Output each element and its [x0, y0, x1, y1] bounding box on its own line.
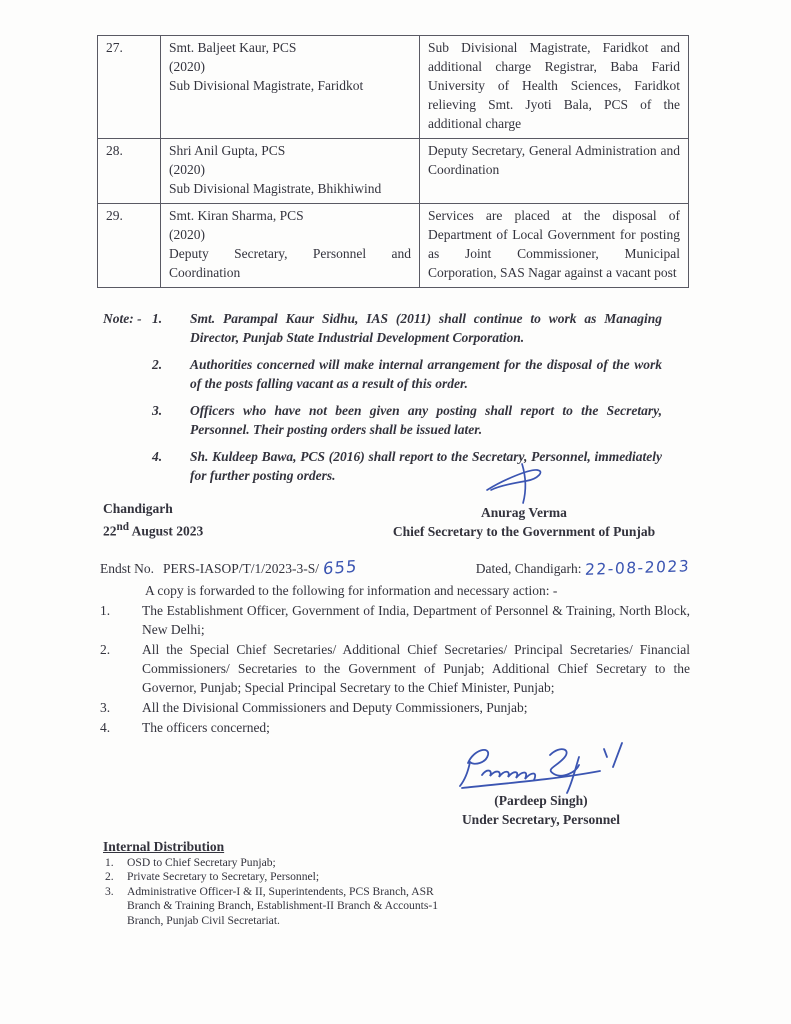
officer-designation: Sub Divisional Magistrate, Bhikhiwind: [169, 181, 382, 196]
officer-name: Smt. Kiran Sharma, PCS: [169, 208, 304, 223]
signatory2-title: Under Secretary, Personnel: [461, 811, 621, 827]
copy-item-number: 3.: [100, 699, 111, 715]
note-label: Note: -: [103, 311, 142, 326]
row-number-cell: 29.: [98, 204, 161, 288]
internal-item-text: Administrative Officer-I & II, Superintendents, PCS Branch, ASR Branch & Training Branch, Establishment-II Branch & Accounts-1 Branch, Punjab Civil Secretariat.: [127, 884, 439, 927]
table-row: [98, 139, 689, 204]
note-item-number: 1.: [152, 311, 163, 326]
copy-item-text: All the Special Chief Secretaries/ Additional Chief Secretaries/ Principal Secretaries/ Financial Commissioners/ Secretaries to the Government of Punjab; Additional Chief Secretary to the Governor, Punjab; Special Principal Secretary to the Chief Minister, Punjab;: [142, 641, 690, 695]
signatory-name: Anurag Verma: [481, 504, 567, 520]
internal-item-text: Private Secretary to Secretary, Personnel;: [127, 870, 320, 883]
endorsement-line: [100, 558, 690, 578]
signoff-date: 22nd August 2023: [103, 521, 204, 539]
copy-item-text: All the Divisional Commissioners and Deputy Commissioners, Punjab;: [142, 699, 528, 715]
endst-label: Endst No.: [100, 560, 154, 576]
copy-item: [97, 718, 690, 737]
officer-batch-year: (2020): [169, 59, 205, 74]
copy-item-number: 1.: [100, 602, 111, 618]
dated-label: Dated, Chandigarh:: [475, 560, 582, 576]
note-item: [152, 355, 690, 393]
chief-secretary-block: [364, 503, 684, 541]
endst-left: [100, 558, 358, 578]
posting-cell: Sub Divisional Magistrate, Faridkot and additional charge Registrar, Baba Farid University of Health Sciences, Faridkot relieving Smt. Jyoti Bala, PCS of the additional charge: [420, 36, 689, 139]
officer-cell: [161, 36, 420, 139]
copy-item: [97, 698, 690, 717]
row-number-cell: 27.: [98, 36, 161, 139]
row-number-cell: 28.: [98, 139, 161, 204]
copy-item: [97, 601, 690, 639]
copy-item-text: The officers concerned;: [142, 719, 270, 735]
note-item-number: 4.: [152, 449, 163, 464]
signoff-place: Chandigarh: [103, 501, 173, 516]
date-ordinal: nd: [116, 521, 130, 533]
internal-item-number: 3.: [105, 884, 114, 898]
note-item: [152, 447, 690, 485]
endst-right: [475, 556, 691, 579]
table-row: [98, 204, 689, 288]
posting-cell: Deputy Secretary, General Administration and Coordination: [420, 139, 689, 204]
note-item-text: Officers who have not been given any posting shall report to the Secretary, Personnel. Their posting orders shall be issued later.: [190, 403, 662, 437]
endst-number-handwritten: 655: [322, 556, 359, 578]
signatory2-name: (Pardeep Singh): [494, 792, 588, 808]
officer-batch-year: (2020): [169, 227, 205, 242]
posting-cell: Services are placed at the disposal of Department of Local Government for posting as Joint Commissioner, Municipal Corporation, SAS Nagar against a vacant post: [420, 204, 689, 288]
copy-forward-intro: A copy is forwarded to the following for information and necessary action: -: [145, 582, 558, 598]
internal-item: [103, 870, 455, 885]
note-item: [152, 309, 690, 347]
internal-item-number: 1.: [105, 855, 114, 869]
place-date-block: [103, 499, 203, 541]
officer-batch-year: (2020): [169, 162, 205, 177]
internal-item: [103, 885, 455, 929]
endst-reference: PERS-IASOP/T/1/2023-3-S/: [163, 560, 320, 576]
note-item-number: 2.: [152, 357, 163, 372]
internal-distribution-section: [103, 837, 690, 929]
signoff-section: [97, 499, 690, 541]
note-item-text: Sh. Kuldeep Bawa, PCS (2016) shall report to the Secretary, Personnel, immediately for further posting orders.: [190, 449, 662, 483]
under-secretary-block: [406, 739, 676, 829]
note-section: [97, 309, 690, 485]
officer-name: Shri Anil Gupta, PCS: [169, 143, 286, 158]
officer-cell: [161, 204, 420, 288]
endst-date-handwritten: 22-08-2023: [584, 556, 691, 579]
officer-designation: Sub Divisional Magistrate, Faridkot: [169, 78, 364, 93]
internal-item-text: OSD to Chief Secretary Punjab;: [127, 855, 276, 869]
copy-item-number: 4.: [100, 719, 111, 735]
internal-distribution-heading: Internal Distribution: [103, 838, 225, 854]
officer-cell: [161, 139, 420, 204]
copy-item-text: The Establishment Officer, Government of India, Department of Personnel & Training, North Block, New Delhi;: [142, 602, 690, 637]
posting-order-table: [97, 35, 689, 288]
signature-scribble-pardeep-singh: [452, 739, 630, 797]
note-item: [152, 401, 690, 439]
signatory-title: Chief Secretary to the Government of Punjab: [392, 523, 656, 539]
table-row: [98, 36, 689, 139]
signature-scribble-anurag-verma: [481, 461, 555, 505]
internal-item-number: 2.: [105, 870, 114, 883]
copy-item-number: 2.: [100, 641, 111, 657]
officer-designation: Deputy Secretary, Personnel and Coordination: [169, 246, 411, 280]
note-item-number: 3.: [152, 403, 163, 418]
note-item-text: Smt. Parampal Kaur Sidhu, IAS (2011) shall continue to work as Managing Director, Punjab State Industrial Development Corporation.: [190, 311, 662, 345]
copy-item: [97, 640, 690, 697]
internal-item: [103, 856, 455, 871]
note-item-text: Authorities concerned will make internal arrangement for the disposal of the work of the posts falling vacant as a result of this order.: [190, 357, 662, 391]
officer-name: Smt. Baljeet Kaur, PCS: [169, 40, 297, 55]
